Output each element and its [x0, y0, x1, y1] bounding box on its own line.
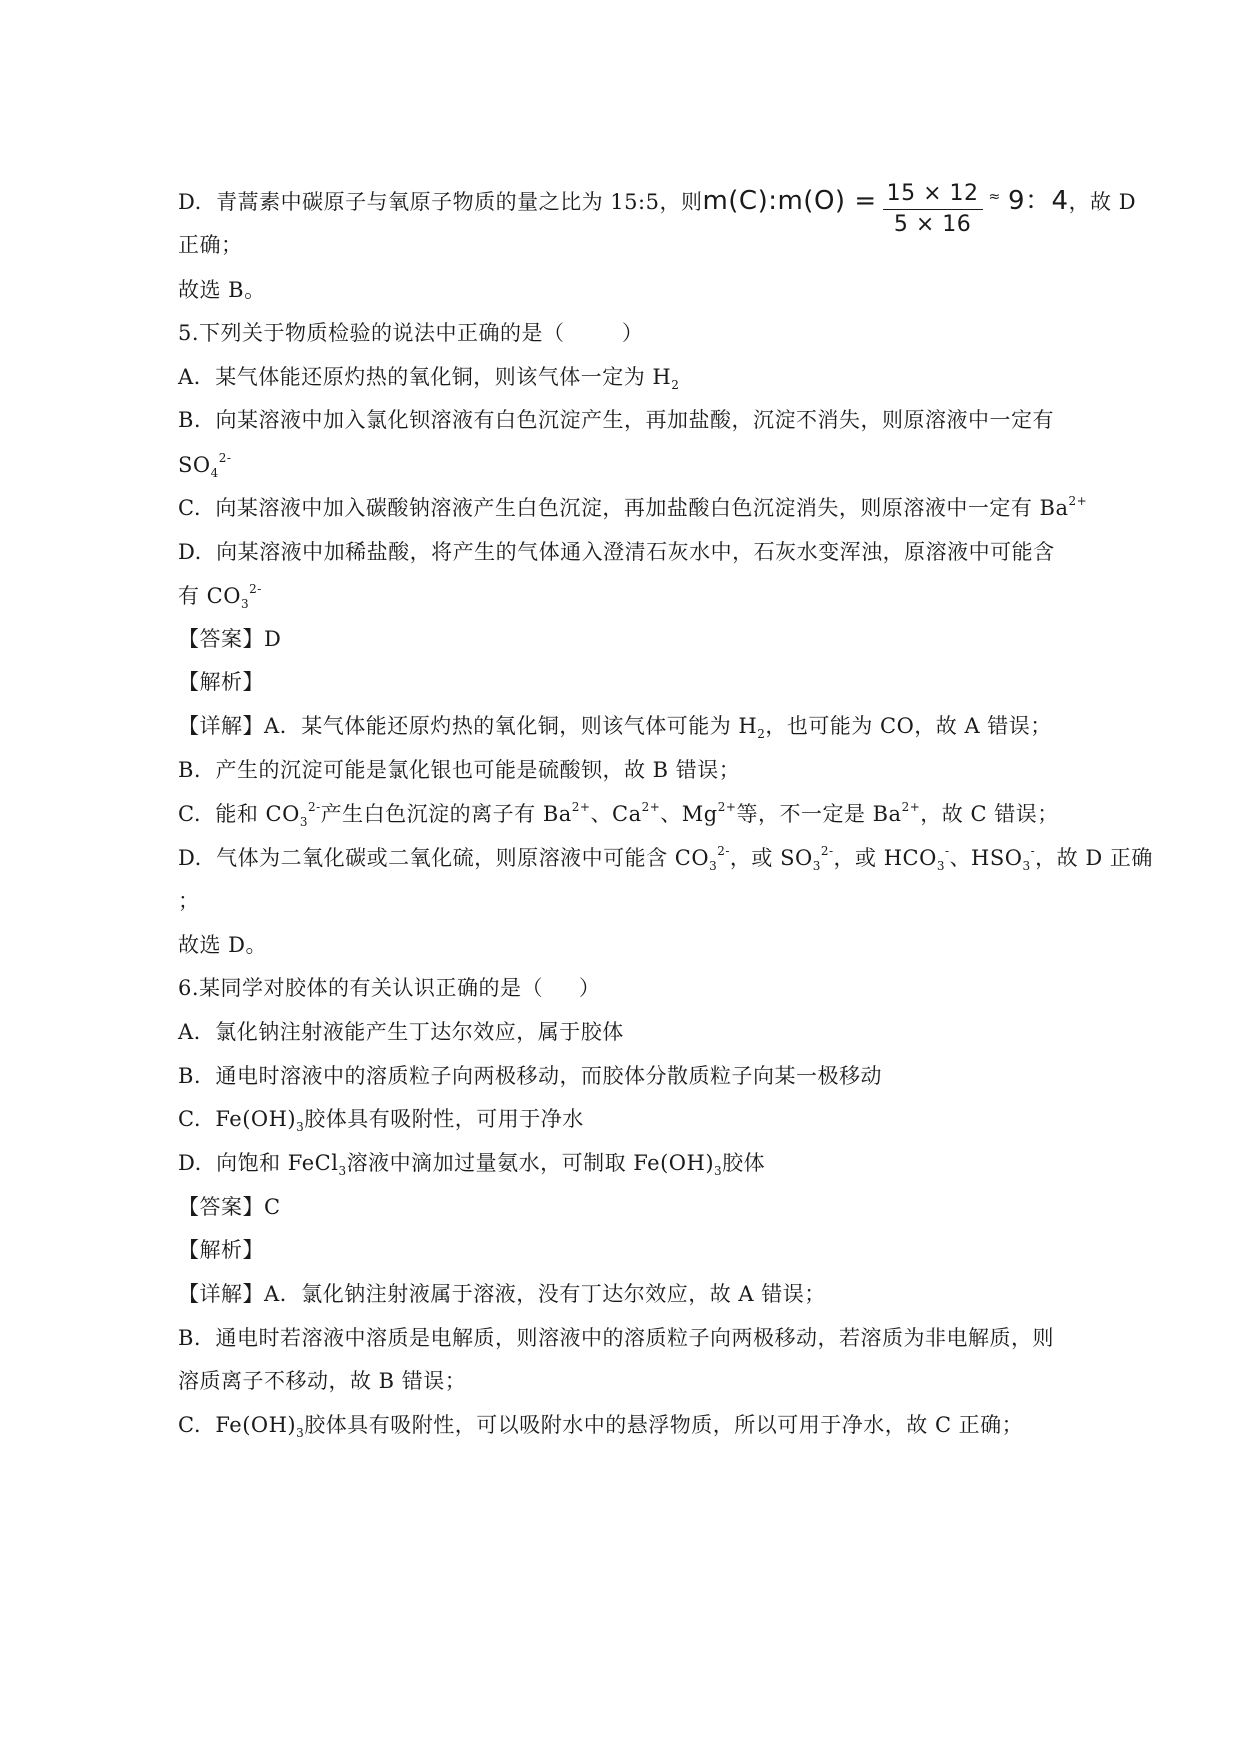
text: 、Mg [660, 802, 718, 826]
question-5-option-c [178, 493, 1088, 523]
fraction-denominator: 5 × 16 [893, 212, 972, 237]
text: D. 青蒿素中碳原子与氧原子物质的量之比为 15:5，则 [178, 190, 703, 214]
text: 胶体具有吸附性，可用于净水 [304, 1107, 584, 1131]
text: D. 向饱和 FeCl [178, 1151, 339, 1175]
text: C. 向某溶液中加入碳酸钠溶液产生白色沉淀，再加盐酸白色沉淀消失，则原溶液中一定有 Ba [178, 496, 1069, 520]
question-6-stem: 6.某同学对胶体的有关认识正确的是（ ） [178, 976, 601, 1000]
subscript: 3 [240, 597, 250, 612]
detail-line: B. 产生的沉淀可能是氯化银也可能是硫酸钡，故 B 错误； [178, 758, 741, 782]
text: A. 某气体能还原灼热的氧化铜，则该气体一定为 H [178, 365, 672, 389]
superscript: 2- [307, 800, 321, 814]
subscript: 3 [812, 859, 821, 874]
question-5-option-b-cont [178, 450, 1081, 480]
text: ，或 SO [729, 846, 813, 870]
ratio-value: 9：4 [1007, 186, 1069, 216]
question-5-option-d: D. 向某溶液中加稀盐酸，将产生的气体通入澄清石灰水中，石灰水变浑浊，原溶液中可能含 [178, 540, 1055, 564]
text-line: 正确； [178, 233, 243, 257]
text: ，也可能为 CO，故 A 错误； [765, 714, 1052, 738]
text: SO [178, 453, 211, 477]
superscript: 2- [717, 844, 730, 858]
analysis-label: 【解析】 [178, 1238, 264, 1262]
text: ，故 D [1068, 190, 1137, 214]
subscript: 3 [299, 815, 308, 830]
text: 产生白色沉淀的离子有 Ba [320, 802, 572, 826]
answer-label: 【答案】D [178, 627, 282, 651]
detail-line: B. 通电时若溶液中溶质是电解质，则溶液中的溶质粒子向两极移动，若溶质为非电解质，则 [178, 1326, 1054, 1350]
detail-line [178, 799, 1081, 829]
superscript: - [1030, 844, 1036, 858]
subscript: 3 [338, 1164, 347, 1179]
analysis-label: 【解析】 [178, 670, 264, 694]
text: ，或 HCO [833, 846, 937, 870]
question-6-option-a: A. 氯化钠注射液能产生丁达尔效应，属于胶体 [178, 1020, 624, 1044]
text: 、HSO [949, 846, 1023, 870]
question-6-option-c [178, 1104, 1081, 1134]
superscript: 2- [820, 844, 834, 858]
text: 【详解】A. 某气体能还原灼热的氧化铜，则该气体可能为 H [178, 714, 758, 738]
detail-line: 溶质离子不移动，故 B 错误； [178, 1369, 467, 1393]
text: D. 气体为二氧化碳或二氧化硫，则原溶液中可能含 CO [178, 846, 710, 870]
subscript: 4 [210, 466, 219, 481]
subscript: 3 [1022, 859, 1031, 874]
text: 胶体 [722, 1151, 766, 1175]
fraction-numerator: 15 × 12 [883, 181, 983, 210]
question-5-option-a [178, 362, 1081, 392]
subscript: 2 [757, 727, 766, 742]
superscript: 2+ [901, 800, 921, 814]
text: 溶液中滴加过量氨水，可制取 Fe(OH) [346, 1151, 715, 1175]
text: 胶体具有吸附性，可以吸附水中的悬浮物质，所以可用于净水，故 C 正确； [304, 1413, 1024, 1437]
text-line: 故选 B。 [178, 278, 266, 302]
detail-line: 【详解】A. 氯化钠注射液属于溶液，没有丁达尔效应，故 A 错误； [178, 1282, 826, 1306]
subscript: 3 [296, 1426, 305, 1441]
text: 等，不一定是 Ba [736, 802, 902, 826]
subscript: 3 [709, 859, 718, 874]
text: C. Fe(OH) [178, 1107, 297, 1131]
text: C. 能和 CO [178, 802, 300, 826]
question-5-stem: 5.下列关于物质检验的说法中正确的是（ ） [178, 321, 644, 345]
text-line: 故选 D。 [178, 933, 268, 957]
superscript: - [944, 844, 950, 858]
option-d-line [178, 175, 1137, 237]
superscript: 2- [249, 582, 262, 596]
text-line: ； [178, 889, 200, 913]
detail-line [178, 711, 1081, 741]
detail-line [178, 843, 1153, 874]
approx-symbol: ≈ [988, 189, 1001, 205]
subscript: 2 [671, 378, 680, 393]
superscript: 2+ [717, 800, 737, 814]
mass-ratio-expression: m(C):m(O) = [702, 186, 877, 216]
question-5-option-b: B. 向某溶液中加入氯化钡溶液有白色沉淀产生，再加盐酸，沉淀不消失，则原溶液中一定有 [178, 408, 1054, 432]
text: 、Ca [590, 802, 642, 826]
question-5-option-d-cont [178, 581, 1081, 611]
text: 有 CO [178, 584, 241, 608]
text: ，故 D 正确 [1035, 846, 1153, 870]
text: ，故 C 错误； [920, 802, 1059, 826]
detail-line [178, 1410, 1081, 1440]
superscript: 2- [218, 451, 232, 465]
superscript: 2+ [571, 800, 591, 814]
subscript: 3 [714, 1164, 723, 1179]
subscript: 3 [936, 859, 945, 874]
question-6-option-d [178, 1148, 1081, 1178]
superscript: 2+ [1068, 494, 1088, 508]
text: C. Fe(OH) [178, 1413, 297, 1437]
answer-label: 【答案】C [178, 1195, 281, 1219]
subscript: 3 [296, 1120, 305, 1135]
superscript: 2+ [641, 800, 661, 814]
question-6-option-b: B. 通电时溶液中的溶质粒子向两极移动，而胶体分散质粒子向某一极移动 [178, 1064, 882, 1088]
